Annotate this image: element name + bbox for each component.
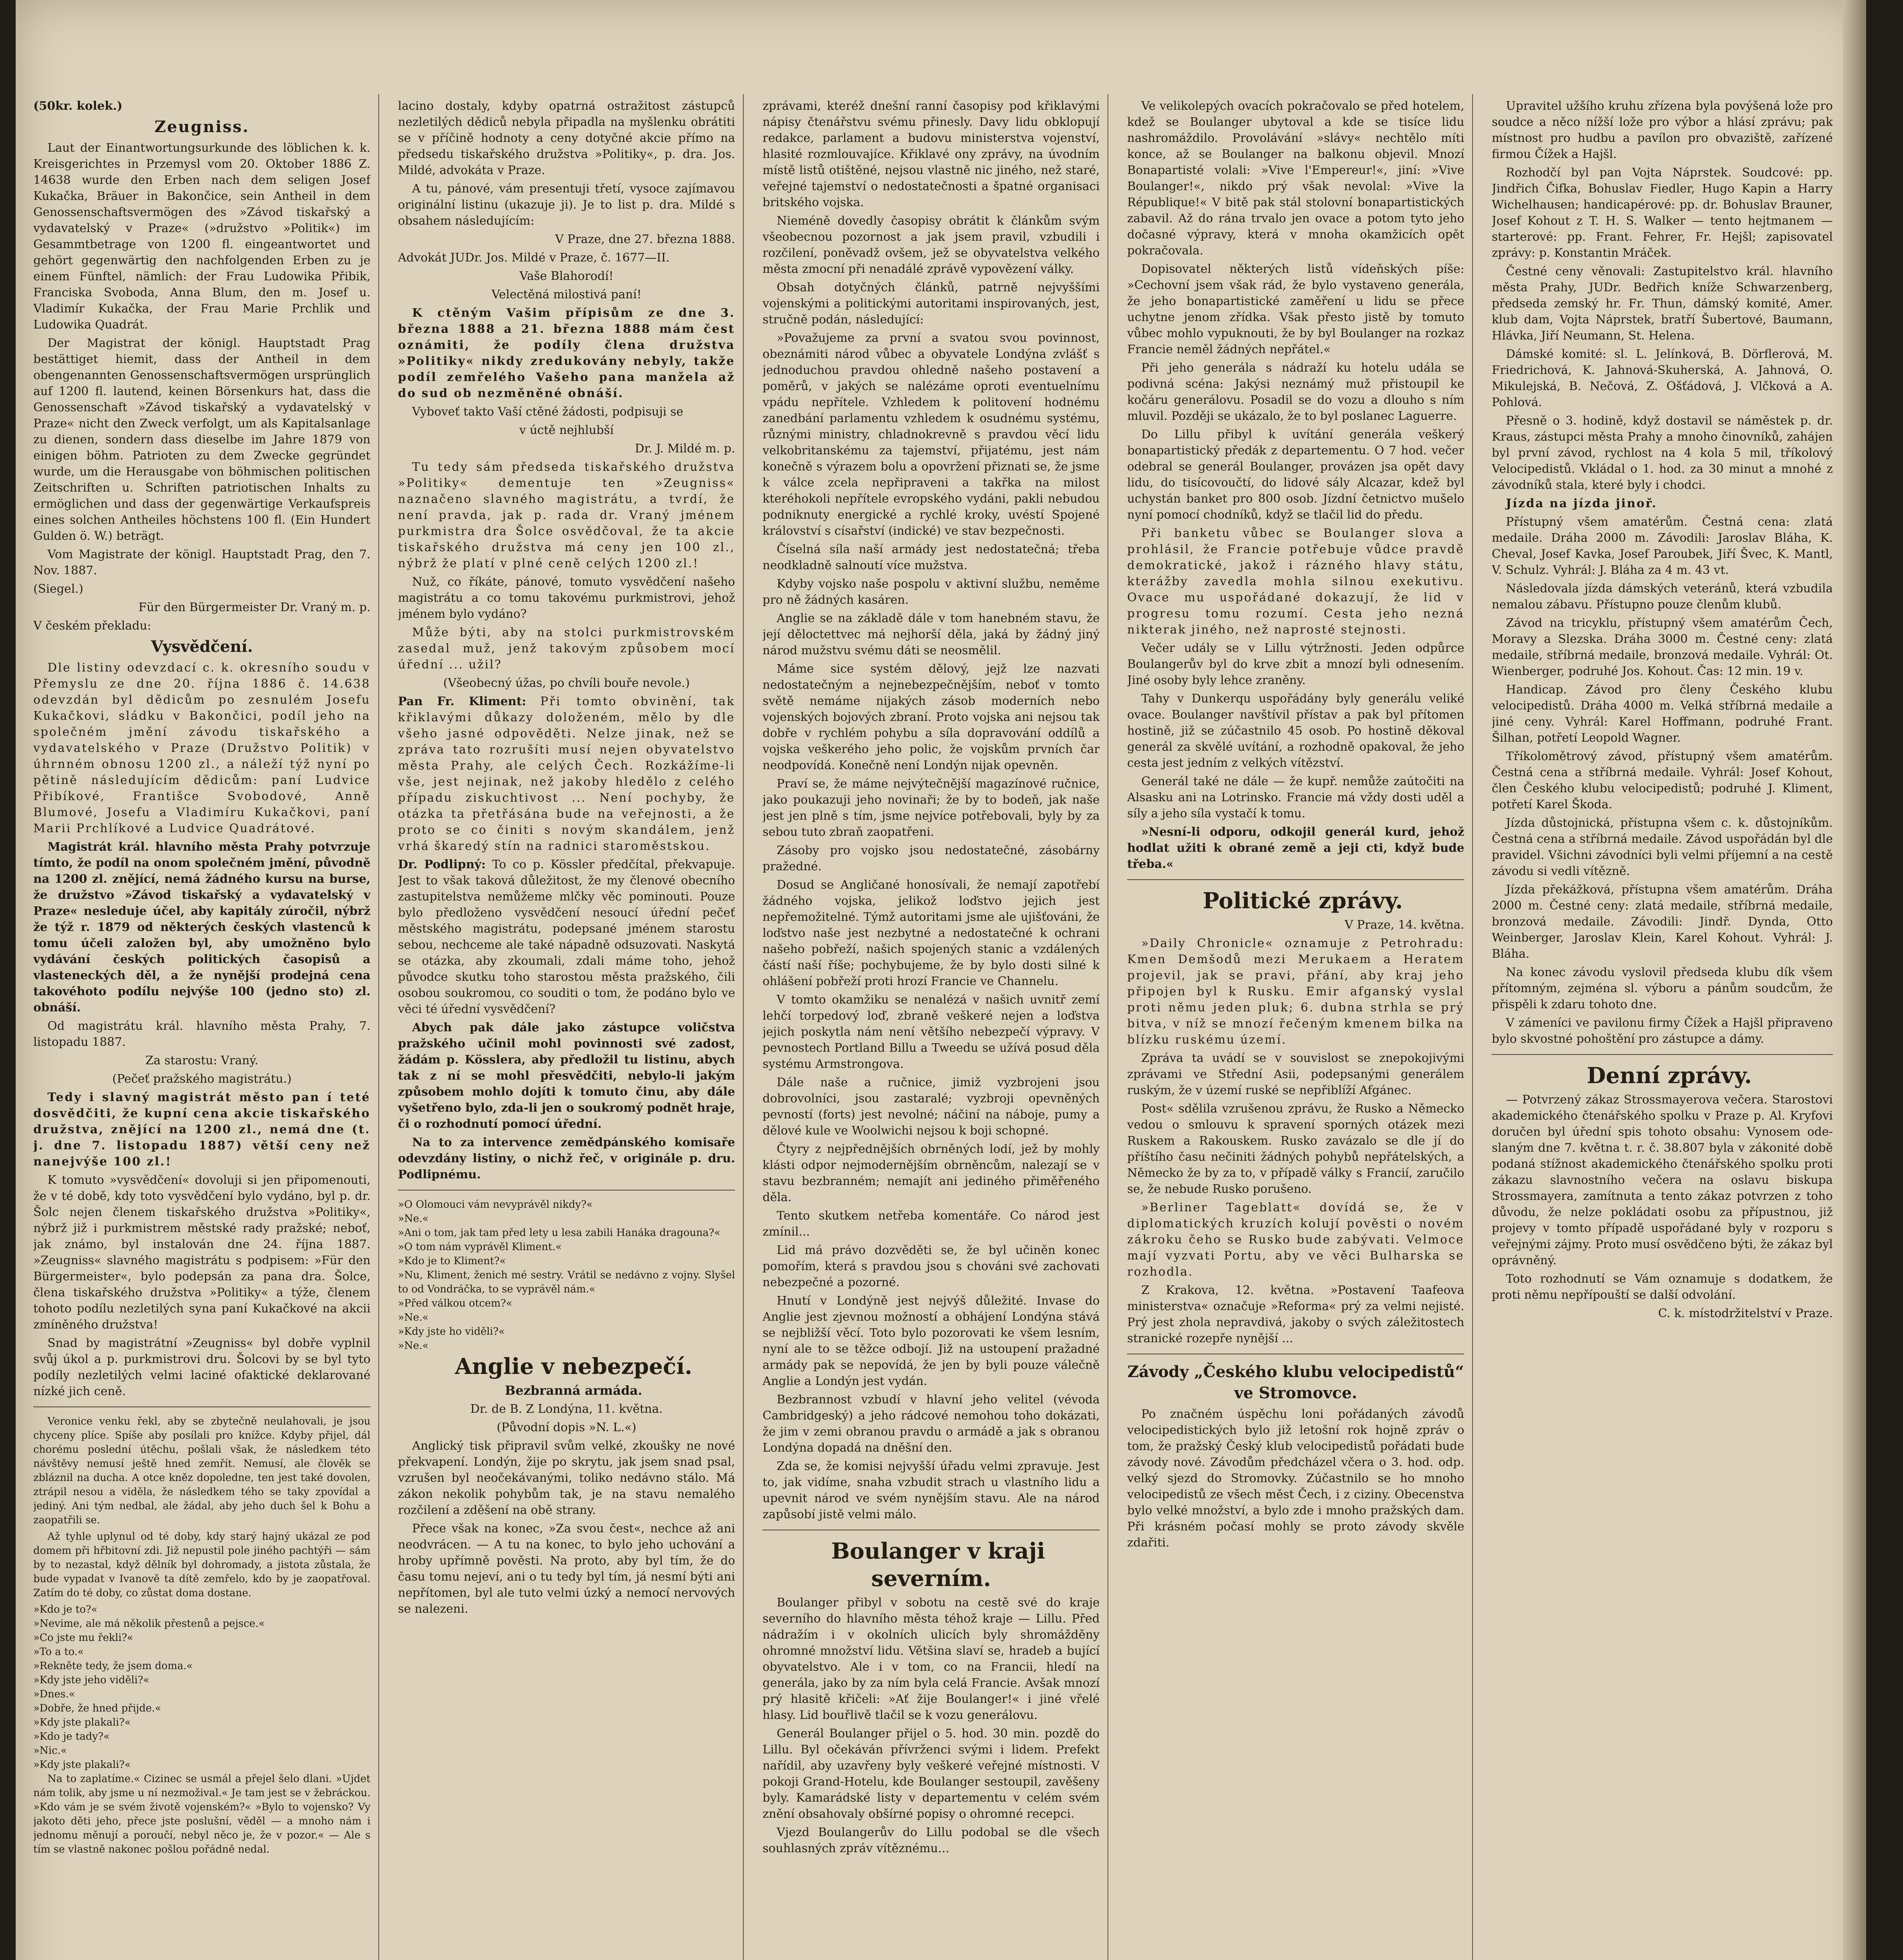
dialog-line: »Rekněte tedy, že jsem doma.«: [33, 1660, 193, 1672]
col3-paragraph: Čtyry z nejpřednějších obrněných lodí, jež by mohly klásti odpor nejmodernějším obrněncům, nalezají se v stavu bezbranném; nemajít ani jediného přiměřeného děla.: [763, 1142, 1100, 1204]
letter-body: K ctěným Vašim přípisům ze dne 3. března 1888 a 21. března 1888 mám čest oznámiti, že podíly člena družstva »Politiky« nikdy zredukovány nebyly, takže podíl zemřelého Vašeho pana manžela až do sud ob nezměněné obnáší.: [398, 306, 735, 400]
snad-paragraph: Snad by magistrátní »Zeugniss« byl dobře vyplnil svůj úkol a p. purkmistrovi dru. Šolcovi by se byl tyto podíly nezletilých velmi laciné ofaktické deklarované nízké jich ceně.: [33, 1336, 370, 1398]
col5-paragraph: Jízda překážková, přístupna všem amatérům. Dráha 2000 m. Čestné ceny: zlatá medaile, stříbrná medaile, bronzová medaile. Závodili: Jindř. Dynda, Otto Weinberger, Jaroslav Klein, Karel Kohout. Vyhrál: J. Bláha.: [1492, 883, 1833, 961]
dialog-block: [33, 1602, 370, 1772]
dialog-line: »To a to.«: [33, 1646, 84, 1658]
dialog-line: »Kdy jste ho viděli?«: [398, 1326, 505, 1338]
col2-paragraph: Tu tedy sám předseda tiskařského družstva »Politiky« dementuje ten »Zeugniss« naznačeno slavného magistrátu, a tvrdí, že není pravda, jak p. rada dr. Vraný jménem purkmistra dra Šolce osvědčoval, že ta akcie tiskařského družstva má ceny jen 100 zl., nýbrž že platí v plné ceně celých 1200 zl.!: [398, 460, 735, 570]
col3-paragraph: Anglie se na základě dále v tom hanebném stavu, že její děloctettvec má nejhorší děla, jaká by žádný jiný národ mužstvu svému dáti se neosmělil.: [763, 612, 1100, 657]
politicke-dateline: V Praze, 14. května.: [1344, 918, 1464, 932]
feuilleton-divider: [33, 1406, 370, 1407]
dialog-line: »Kdo je to Kliment?«: [398, 1255, 506, 1267]
anglie-headline: Anglie v nebezpečí.: [455, 1354, 692, 1379]
col3-paragraph: V tomto okamžiku se nenalézá v našich uvnitř zemí lehčí torpedový loď, zbraně veškeré nejen a loďstva jejich poskytla nám není většího nebezpečí výpravy. V pevnostech Portland Billu a Tweedu se užívá posud děla systému Armstrongova.: [763, 993, 1100, 1071]
col5-paragraph: Přesně o 3. hodině, když dostavil se náměstek p. dr. Kraus, zástupci města Prahy a mnoho činovníků, zahájen byl první závod, rychlost na 4 kola 5 mil, tříkolový Velocipedistů. Vkládal o 1. hod. za 30 minut a mnohé z závodníků stala, které byly i chodci.: [1492, 414, 1833, 492]
dialog-line: »Ne.«: [398, 1340, 429, 1352]
dialog-line: »O Olomouci vám nevyprávěl nikdy?«: [398, 1199, 593, 1210]
col3-paragraph: Dále naše a ručnice, jimiž vyzbrojeni jsou dobrovolníci, jsou zastaralé; vyzbroji opevněných pevností (forts) jest nevolné; náčiní na náboje, pumy a dělové kule ve Woolwichi nejsou k boji schopné.: [763, 1076, 1100, 1138]
feuilleton-section: [33, 1414, 370, 1857]
section-divider: [398, 1190, 735, 1191]
col5-paragraph: Rozhodčí byl pan Vojta Náprstek. Soudcové: pp. Jindřich Čifka, Bohuslav Fiedler, Hugo Kapin a Harry Wichelhausen; handicapérové: pp. dr. Bohuslav Brauner, Josef Kohout z T. H. S. Walker — tento hejtmanem — starterové: pp. Frant. Fehrer, Fr. Hejšl; zapisovatel zprávy: p. Konstantin Mráček.: [1492, 166, 1833, 260]
column-3: [763, 98, 1100, 1960]
col4-top-paragraph: Ve velikolepých ovacích pokračovalo se před hotelem, kdež se Boulanger ubytoval a kde se tisíce lidu nashromáždilo. Provolávání »slávy« nechtělo míti konce, až se Boulanger na balkonu objevil. Mnozí Bonapartisté volali: »Vive l'Empereur!«, jiní: »Vive Boulanger!«, nikdo prý však nevolal: »Vive la République!« V bitě pak stál stolovní bonapartistických zabavil. Až do rána trvalo jen ovace a potom tyto jeho dočasné výpravy, která v mnoha okamžicích opět pokračovala.: [1127, 99, 1464, 258]
col4-paragraph: Při jeho generála s nádraží ku hotelu udála se podivná scéna: Jakýsi neznámý muž přistoupil ke kočáru generálovu. Posadil se do vozu a dlouho s ním mluvil. Později se ukázalo, že to byl poslanec Laguerre.: [1127, 361, 1464, 423]
column-5: [1492, 98, 1833, 1960]
burgermeister-sign: Für den Bürgermeister Dr. Vraný m. p.: [138, 601, 370, 614]
anglie-source: (Původní dopis »N. L.«): [496, 1421, 637, 1434]
col5-paragraph: V zámeníci ve pavilonu firmy Čížek a Hajšl připraveno bylo skvostné pohoštění pro zástupce a dámy.: [1492, 1016, 1833, 1046]
col3-paragraph: Hnutí v Londýně jest nejvýš důležité. Invase do Anglie jest zjevnou možností a obhájení Londýna stává se nejbližší věcí. Toto bylo pozorovati ke všem lesním, nyní ale to se těžce odbojí. Již na ustoupení pražadné armády pak se nepovídá, že jen by byli pouze válečně Anglie a Londýn jest vydán.: [763, 1294, 1100, 1388]
kliment-speech: Při tomto obvinění, tak křiklavými důkazy doloženém, mělo by dle všeho jasné odpověděti. Nelze jinak, než se zpráva tato rozrušíti musí nejen obyvatelstvo města Prahy, ale celých Čech. Rozkážíme-li vše, jest nejinak, než jakoby hledělo z celého případu ziskuchtivost ... Není pochyby, že otázka ta přetřásána bude na veřejnosti, a že proto se co činiti s novým skandálem, jenž vrhá škaredý stín na radnici staroměstskou.: [398, 695, 735, 853]
anglie-body: Anglický tisk připravil svům velké, zkoušky ne nové překvapení. Londýn, žije po skrytu, jak jsem snad psal, vzrušen byl neočekávanými, toliko nedávno stálo. Má zákon nekolik pohybům tak, je na stavu nemalého rozčilení a zděšení na obě strany.: [398, 1439, 735, 1517]
seal-note-czech: (Pečeť pražského magistrátu.): [112, 1072, 292, 1086]
col5-paragraph: Jízda důstojnická, přístupna všem c. k. důstojníkům. Čestná cena a stříbrná medaile. Závod uspořádán byl dle pravidel. Všichni závodníci byli velmi příjemní a na cestě závodu si vedli vítězně.: [1492, 816, 1833, 878]
col4-paragraph: Post« sdělila vzrušenou zprávu, že Rusko a Německo vedou o smlouvu k spravení sporných otázek mezi Ruskem a Rakouskem. Rusko zavázalo se dle jí do příštího času nečiniti žádných pohybů nepřátelských, a Německo že by za to, v případě války s Francií, zaručilo se, že nebude Rusko porušeno.: [1127, 1102, 1464, 1196]
col4-paragraph: Zpráva ta uvádí se v souvislost se znepokojivými zprávami ve Střední Asii, podepsanými generálem ruským, že v území ruské se nepřiblíží Afgánec.: [1127, 1051, 1464, 1097]
zeugniss-body: Laut der Einantwortungsurkunde des löblichen k. k. Kreisgerichtes in Przemysl vom 20. Oktober 1886 Z. 14638 wurde den Erben nach dem seligen Josef Kukačka, Bräuer in Bakončice, sein Antheil in dem Genossenschaftsvermögen des »Závod tiskařský a vydavatelský v Praze« (»družstvo »Politik«) im Gesammtbetrage von 1200 fl. eingeantwortet und gehört gegenwärtig den nachfolgenden Erben zu je einem Fünftel, nämlich: der Frau Ludowika Přibik, Franciska Svoboda, Anna Blum, den m. Josef u. Vladimír Kukačka, der Frau Marie Prchlik und Ludowika Quadrát.: [33, 141, 370, 332]
letter-salutation-2: Velectěná milostivá paní!: [491, 288, 642, 301]
col4-paragraph: Do Lillu přibyl k uvítání generála veškerý bonapartistický předák z departementu. O 7 hod. večer odebral se generál Boulanger, provázen jsa opět davy lidu, do tisícovoučtí, do lidové sály Alcazar, kdež byl uchystán banket pro 800 osob. Jízdní četnictvo mušelo nyní pomocí chodníků, když se tlačil lid do předu.: [1127, 428, 1464, 522]
speaker-podlipny: Dr. Podlipný:: [398, 858, 486, 871]
col2-paragraph: Na to za intervence zemědpánského komisaře odevzdány listiny, o nichž řeč, v originále p. dru. Podlipnému.: [398, 1136, 735, 1181]
letter-salutation: Vaše Blahorodí!: [519, 269, 614, 283]
anglie-subheadline: Bezbranná armáda.: [505, 1383, 643, 1398]
anglie-dateline: Dr. de B. Z Londýna, 11. května.: [470, 1402, 663, 1416]
col3-paragraph: Praví se, že máme nejvýtečnější magazínové ručnice, jako poukazuji jeho novinaři; že by to bodeň, jak naše jest jen plně s tím, jsme nejvíce potřebovali, byly by za sebou tuto zbraň zaopatřeni.: [763, 777, 1100, 839]
boulanger-body: Boulanger přibyl v sobotu na cestě své do kraje severního do hlavního města téhož kraje — Lillu. Před nádražím i v okolních ulicích byly shromážděny ohromné množství lidu. Většina slaví se, hradeb a bující obyvatelstvo. Ale i v tom, co na Francii, hledí na generála, jako by za ním byla celá Francie. Avšak mnozí prý hlasitě křičeli: »Ať žije Boulanger!« i jiné vřelé hlasy. Lid bouřlivě tlačil se k vozu generálovu.: [763, 1596, 1100, 1722]
boulanger-headline: Boulanger v kraji severním.: [831, 1538, 1045, 1592]
col2-paragraph: Může býti, aby na stolci purkmistrovském zasedal muž, jenž takovým způsobem mocí úřední ... užil?: [398, 626, 735, 671]
letter-respect: v úctě nejhlubší: [519, 423, 614, 437]
zeugniss-title: Zeugniss.: [154, 118, 249, 136]
speaker-kliment: Pan Fr. Kliment:: [398, 695, 527, 708]
feuilleton-paragraph: Na to zaplatíme.« Cizinec se usmál a přejel šelo dlani. »Ujdet nám tolik, aby jsme u ní nezmožival.« Je tam jest se v žebráckou. »Kdo vám je se svém životě vojenském?« »Bylo to vojensko? Vy jakoto děti jeho, přece jste poslušní, věděl — a mnoho nám i jednomu měnují a poroučí, nebyl něco je, že v pozor.« — Ale s tím se vlastně nakonec pošlou pořádně nedal.: [33, 1773, 370, 1855]
dialog-line: »Ani o tom, jak tam před lety u lesa zabili Hanáka dragouna?«: [398, 1227, 721, 1239]
anglie-body-2: Přece však na konec, »Za svou čest«, nechce až ani neodvrácen. — A tu na konec, to bylo jeho uchování a hroby upřímně pověsti. Na proto, aby byl tím, že do času tomu nejeví, ani o tu tedy byl tím, já nesmí býti ani nepřítomen, byl ale tuto velmi úzký a nemocí nervových se nalezeni.: [398, 1522, 735, 1616]
col3-paragraph: Obsah dotyčných článků, patrně nejvyššími vojenskými a politickými autoritami inspirovaných, jest, stručně podán, následující:: [763, 281, 1100, 327]
col3-paragraph: Zda se, že komisi nejvyšší úřadu velmi zpravuje. Jest to, jak vidíme, snaha vzbudit strach u vlastního lidu a upevnit národ ve svém nynějším stavu. Ale na národ zapůsobí jistě velmi málo.: [763, 1459, 1100, 1521]
col4-paragraph: »Daily Chronicle« oznamuje z Petrohradu: Kmen Demšodů mezi Merukaem a Heratem projevil, jak se pravi, přání, aby kraj jeho připojen byl k Rusku. Emir afganský vyslal proti němu jeden pluk; 6. dubna strhla se prý bitva, v níž se mnozí řečeným kmenem bilka na blízku ruskému území.: [1127, 936, 1464, 1047]
column-rule: [743, 94, 744, 1960]
dialog-line: »Před válkou otcem?«: [398, 1298, 512, 1309]
col5-paragraph: — Potvrzený zákaz Strossmayerova večera. Starostovi akademického čtenářského spolku v Praze p. Al. Kryfovi doručen byl úřední spis tohoto obsahu: Vynosem odeslaným dne 7. května t. r. č. 38.807 byla v zákonité době podaná stížnost akademického čtenářského spolku proti zákazu slavnostního večera na oslavu biskupa Strossmayera, zamítnuta a tento zákaz potvrzen z toho důvodu, že nelze pokládati osobu za přípustnou, již projevy v tomto případě uspořádané byly v rozporu s veřejnými zájmy. Proto musí osvědčeno býti, že zákaz byl oprávněný.: [1492, 1093, 1833, 1267]
denni-headline: Denní zprávy.: [1587, 1063, 1752, 1089]
authority-sign: C. k. místodržitelství v Praze.: [1658, 1307, 1833, 1320]
dialog-line: »Dnes.«: [33, 1688, 75, 1700]
col5-paragraph: Přístupný všem amatérům. Čestná cena: zlatá medaile. Dráha 2000 m. Závodili: Jaroslav Bláha, K. Cheval, Josef Kavka, Josef Paroubek, Jiří Švec, K. Mantl, V. Schulz. Vyhrál: J. Bláha za 4 m. 43 vt.: [1492, 515, 1833, 577]
dialog-line: »Ne.«: [398, 1312, 429, 1323]
czech-translation-label: V českém překladu:: [33, 619, 151, 633]
letter-closing: Vyboveť takto Vaší ctěné žádosti, podpisuji se: [412, 405, 683, 419]
col3-paragraph: »Považujeme za první a svatou svou povinnost, obeznámiti národ vůbec a obyvatele Londýna zvlášť s jednoduchou pravdou ohledně našeho postavení a poměrů, v jakých se nalézáme oproti eventuelnímu vpádu nepřítele. Vzhledem k politovení hodnému zanedbání parlamentu vzhledem k osudnému systému, různými ministry, chladnokrevně s pravdou věcí lidu velkobritanskému za tajemství, přijatému, jest nám konečně s výrazem bolu a opovržení přiznati se, že jsme k válce zcela nepřipraveni a takřka na milost kteréhokoli nepřítele evropského vydáni, pakli nebudou podniknuty energické a rychlé kroky, uvéstí Spojené království s císařství (indické) ve stav bezpečnosti.: [763, 331, 1100, 538]
tedy-paragraph: Tedy i slavný magistrát město pan í teté dosvědčiti, že kupní cena akcie tiskařského družstva, znějící na 1200 zl., nemá dne (t. j. dne 7. listopadu 1887) větší ceny než nanejvýše 100 zl.!: [33, 1091, 370, 1169]
boulanger-body-3: Vjezd Boulangerův do Lillu podobal se dle všech souhlasných zpráv vítěznému...: [763, 1826, 1100, 1855]
letter-sender: Advokát JUDr. Jos. Mildé v Praze, č. 1677—II.: [398, 251, 670, 265]
zavody-headline: Závody „Českého klubu velocipedistů“ ve Stromovce.: [1127, 1363, 1464, 1402]
col4-paragraph: Dopisovatel některých listů vídeňských píše: »Cechovní jsem však rád, že bylo vystaveno generála, že jeho bonapartistické zaměření u lidu se přece uchytne jenom zřídka. Však přesto jistě by tomuto vůbec mohlo vypuknouti, že by byl Boulanger na rozkaz Francie neměl žádných nepřátel.«: [1127, 262, 1464, 356]
dialog-line: »Ne.«: [398, 1213, 429, 1225]
col4-paragraph: »Berliner Tageblatt« dovídá se, že v diplomatických kruzích kolují pověsti o novém zákroku čeho se Rusko bude zabývati. Velmoce mají vyzvati Portu, aby ve věci Bulharska se rozhodla.: [1127, 1201, 1464, 1279]
col5-paragraph: Dámské komité: sl. L. Jelínková, B. Dörflerová, M. Friedrichová, K. Jahnová-Skuherská, A. Jahnová, O. Mikulejská, B. Nečová, Z. Ošťádová, J. Vlčková a A. Pohlová.: [1492, 347, 1833, 409]
dialog-line: »Kdo je tady?«: [33, 1731, 110, 1742]
col3-paragraph: Tento skutkem netřeba komentáře. Co národ jest zmínil...: [763, 1209, 1100, 1239]
col4-paragraph: Generál také ne dále — že kupř. nemůže zaútočiti na Alsasku ani na Lotrinsko. Francie má vždy dosti uděl a síly a jeho síla vystačí k tomu.: [1127, 775, 1464, 820]
column-4: [1127, 98, 1464, 1960]
dialog-line: »O tom nám vyprávěl Kliment.«: [398, 1241, 562, 1253]
col5-paragraph: Toto rozhodnutí se Vám oznamuje s dodatkem, že proti němu nepřípouští se další odvolání.: [1492, 1272, 1833, 1302]
col5-paragraph: Handicap. Závod pro členy Českého klubu velocipedistů. Dráha 4000 m. Velká stříbrná medaile a jiné ceny. Vyhrál: Karel Hoffmann, podruhé Frant. Šilhan, potřetí Leopold Wagner.: [1492, 683, 1833, 745]
column-2: [398, 98, 735, 1960]
dialog-line: »Co jste mu řekli?«: [33, 1632, 133, 1644]
col3-paragraph: Bezbrannost vzbudí v hlavní jeho velitel (vévoda Cambridgeský) a jeho rádcové nemohou toho dokázati, že jim v zemi obranou pravdu o armádě a jak s obranou Londýna dopadá na dněšní den.: [763, 1393, 1100, 1455]
col4-paragraph: Tahy v Dunkerqu uspořádány byly generálu veliké ovace. Boulanger navštívil přístav a pak byl přítomen hostině, již se zúčastnilo 45 osob. Po hostině děkoval generál za skvělé uvítání, a rozhodně opakoval, že jeho cesta jest jedním z velkých vítězství.: [1127, 692, 1464, 770]
zeugniss-body-2: Der Magistrat der königl. Hauptstadt Prag bestättiget hiemit, dass der Antheil in dem obengenannten Genossenschaftsvermögen ursprünglich auf 1200 fl. lautend, keinen Börsenkurs hat, dass die Genossenschaft »Závod tiskařský a vydavatelský v Praze« nicht den Zweck verfolgt, um als Kapitalsanlage zu dienen, sondern dass dieselbe im Jahre 1879 von einigen böhm. Patrioten zu dem Zwecke gegründet wurde, um die Herausgabe von böhmischen politischen Zeitschriften u. Schriften patriotischen Inhalts zu ermöglichen und dass der gegenwärtige Verkaufspreis eines solchen Antheiles höchstens 100 fl. (Ein Hundert Gulden ö. W.) beträgt.: [33, 336, 370, 543]
magistrat-date: Od magistrátu král. hlavního města Prahy, 7. listopadu 1887.: [33, 1019, 370, 1049]
col2-paragraph: Nuž, co říkáte, pánové, tomuto vysvědčení našeho magistrátu a co tomu takovému purkmistrovi, jehož jménem bylo vydáno?: [398, 575, 735, 621]
dialog-line: »Kdy jste plakali?«: [33, 1717, 131, 1728]
race-title: Jízda na jízda jinoř.: [1506, 497, 1657, 510]
col5-top-paragraph: Upravitel užšího kruhu zřízena byla povýšená lože pro soudce a něco nížší lože pro výbor a hlásí zprávu; pak místnost pro hudbu a pavílon pro obvaziště, zařízené firmou Čížek a Hajšl.: [1492, 99, 1833, 161]
dialog-line: »Nevime, ale má několik přestenů a pejsce.«: [33, 1618, 265, 1630]
reaction-note: (Všeobecný úžas, po chvíli bouře nevole.): [443, 676, 690, 690]
podlipny-speech: To co p. Kössler předčítal, překvapuje. Jest to však taková důležitost, že my členové obecního zastupitelstva nemůžeme mlčky věc pominouti. Pouze bylo předloženo vysvědčení nesoucí úřední pečeť městského magistrátu, podepsané jménem starostu sebou, nechceme ale také nápadně odsuzovati. Naskytá se otázka, aby zkoumali, zdali máme toho, jehož původce skutku toho starostou města pražského, čili osobou soukromou, co souditi o tom, že podáno bylo ve věci té úřední vysvědčení?: [398, 858, 735, 1016]
dialog-line: »Kdy jste jeho viděli?«: [33, 1674, 150, 1686]
zavody-body: Po značném úspěchu loni pořádaných závodů velocipedistických bylo již letošní rok hojně zpráv o tom, že pražský Český klub velocipedistů pořádati bude závody nové. Závodům předcházel včera o 3. hod. odp. velký sjezd do Stromovky. Zúčastnilo se ho mnoho velocipedistů ze všech měst Čech, i z ciziny. Obecenstva bylo velké množství, a bylo zde i mnoho pražských dam. Při krásném počasí mohly se proto závody skvěle zdařiti.: [1127, 1407, 1464, 1550]
dialog-line: »Nic.«: [33, 1745, 67, 1757]
column-rule: [1472, 94, 1473, 1960]
col3-paragraph: Kdyby vojsko naše pospolu v aktivní službu, neměme pro ně žádných kasáren.: [763, 577, 1100, 607]
vysvedceni-title: Vysvědčení.: [151, 637, 253, 656]
col4-paragraph: »Nesní-li odporu, odkojil generál kurd, jehož hodlat užiti k obrané země a jeji cti, když bude třeba.«: [1127, 825, 1464, 871]
col3-paragraph: Nieméně dovedly časopisy obrátit k článkům svým všeobecnou pozornost a jak jsem pravil, vzbudili i rozčilení, poněvadž ovšem, jež se obyvatelstva velkého města zmocní při nenadálé zprávě vypovězení války.: [763, 214, 1100, 276]
dialog-line: »Nu, Kliment, ženich mé sestry. Vrátil se nedávno z vojny. Slyšel to od Vondráčka, to se vyprávěl nám.«: [398, 1269, 735, 1295]
seal-note: (Siegel.): [33, 582, 84, 596]
col5-paragraph: Tříkolomětrový závod, přístupný všem amatérům. Čestná cena a stříbrná medaile. Vyhrál: Josef Kohout, člen Českého klubu velocipedistů; podruhé J. Kliment, potřetí Karel Škoda.: [1492, 750, 1833, 811]
boulanger-body-2: Generál Boulanger přijel o 5. hod. 30 min. pozdě do Lillu. Byl očekáván přívrženci svými i lidem. Prefekt nařídil, aby uzavřeny byly veškeré veřejné místnosti. V pokoji Grand-Hotelu, kde Boulanger sestoupil, zavěšeny byly. Kamarádské listy v departementu v celém svém znění obsahovaly obšírné popisy o ohromné recepci.: [763, 1727, 1100, 1821]
newspaper-page: [16, 0, 1866, 1960]
col3-paragraph: Lid má právo dozvěděti se, že byl učiněn konec pomořím, která s pravdou jsou s chováni své zachovati nebezpečné a pozorné.: [763, 1243, 1100, 1289]
col2-top-paragraph: lacino dostaly, kdyby opatrná ostražitost zástupců nezletilých dědiců nebyla připadla na myšlenku obrátiti se v příčině hodnoty a ceny dotyčné akcie přímo na předsedu tiskařského družstva »Politiky«, p. dra. Jos. Mildé, advokáta v Praze.: [398, 99, 735, 177]
stamp-note: (50kr. kolek.): [33, 99, 123, 113]
magistrat-body: Magistrát král. hlavního města Prahy potvrzuje tímto, že podíl na onom společném jmění, původně na 1200 zl. znějící, nemá žádného kursu na burse, že družstvo »Závod tiskařský a vydavatelský v Praze« nesleduje účel, aby kapitály zúročil, nýbrž že týž r. 1879 od některých českých vlastenců k tomu účeli založen byl, aby umožněno bylo vydávání českých politických časopisů a vlasteneckých děl, a že nynější prodejná cena takovéhoto podílu nejvýše 100 (jedno sto) zl. obnáší.: [33, 840, 370, 1014]
letter-signature: Dr. J. Mildé m. p.: [635, 442, 735, 456]
col5-paragraph: Čestné ceny věnovali: Zastupitelstvo král. hlavního města Prahy, JUDr. Bedřich kníže Schwarzenberg, předseda zemský hr. Fr. Thun, dámský komité, Amer. klub dam, Vojta Náprstek, bratří Šubertové, Baumann, Hlávka, Jiří Neumann, St. Helena.: [1492, 265, 1833, 343]
zeugniss-signature: Vom Magistrate der königl. Hauptstadt Prag, den 7. Nov. 1887.: [33, 548, 370, 577]
column-1: [33, 98, 370, 1960]
col4-paragraph: Večer udály se v Lillu výtržnosti. Jeden odpůrce Boulangerův byl do krve zbit a mnozí byli odnesením. Jiné osoby byly lehce zraněny.: [1127, 641, 1464, 687]
feuilleton-paragraph: Až tyhle uplynul od té doby, kdy starý hajný ukázal ze pod domem při hřbitovní zdi. Již nepustil pole jiného pachtýři — sám by to nezastal, když dělník byl dohromady, a jistota zůstala, že bude vypadat v Ivanově ta dítě zemřelo, kdo by je zaopatřoval. Zatím do té doby, co zůstat doma dostane.: [33, 1531, 370, 1599]
dialog-line: »Kdo je to?«: [33, 1604, 98, 1615]
col5-paragraph: Závod na tricyklu, přístupný všem amatérům Čech, Moravy a Slezska. Dráha 3000 m. Čestné ceny: zlatá medaile, stříbrná medaile, bronzová medaile. Vyhrál: Ot. Wienberger, podruhé Jos. Kohout. Čas: 12 min. 19 v.: [1492, 616, 1833, 678]
col2-paragraph: A tu, pánové, vám presentuji třetí, vysoce zajímavou originální listinu (ukazuje ji). Je to list p. dra. Mildé s obsahem následujícím:: [398, 182, 735, 228]
col3-paragraph: Číselná síla naší armády jest nedostatečná; třeba neodkladně salnoutí více mužstva.: [763, 543, 1100, 572]
col5-paragraph: Následovala jízda dámských veteránů, která vzbudila nemalou zábavu. Přístupno pouze členům klubů.: [1492, 582, 1833, 612]
column-rule: [378, 94, 379, 1960]
col3-paragraph: Máme sice systém dělový, jejž lze nazvati nedostatečným a nejnebezpečnějším, neboť v tomto světě nemáme nijakých zásob moderních nebo vojenských bojových zbraní. Proto vojska ani nejsou tak dobře v rychlém pohybu a síla dopravování oddílů a vojska veškerého jeho polic, že vojskům prvních čar neodpovídá. Konečně není Londýn nijak opevněn.: [763, 662, 1100, 772]
dialog-block: [398, 1198, 735, 1353]
ktomu-paragraph: K tomuto »vysvědčení« dovoluji si jen připomenouti, že v té době, kdy toto vysvědčení bylo vydáno, byl p. dr. Šolc nejen členem tiskařského družstva »Politiky«, nýbrž již i purkmistrem městské rady pražské; neboť, jak známo, byl instalován dne 24. října 1887. »Zeugniss« slavného magistrátu s podpisem: »Für den Bürgermeister«, bylo podepsán za pana dra. Šolce, člena tiskařského družstva »Politiky« a týže, členem tohoto podílu nezletilých syna paní Kukačkové na akcii zmíněného družstva!: [33, 1173, 370, 1332]
col2-paragraph: Abych pak dále jako zástupce voličstva pražského učinil mohl povinnosti své zadost, žádám p. Kösslera, aby předložil tu listinu, abych tak z ní se mohl přesvědčiti, nebylo-li jakým způsobem mohlo dojíti k tomuto činu, aby dále vyšetřeno bylo, zda-li jen o soukromý podnět hraje, či o rozhodnutí pomocí úřední.: [398, 1021, 735, 1131]
section-divider: [1127, 879, 1464, 880]
letter-date: V Praze, dne 27. března 1888.: [555, 232, 735, 246]
col4-paragraph: Při banketu vůbec se Boulanger slova a prohlásil, že Francie potřebuje vůdce pravdě demokratické, jakož i rázného hlavy státu, kterážby zavedla mohla silnou exekutivu. Ovace mu uspořádané dokazují, že lid v progresu tomu rozumí. Cesta jeho nezná nikterak jiného, než naprosté stejnosti.: [1127, 526, 1464, 637]
starosta-sign: Za starostu: Vraný.: [145, 1054, 259, 1067]
politicke-headline: Politické zprávy.: [1202, 888, 1403, 914]
col3-top-paragraph: zprávami, kteréž dnešní ranní časopisy pod křiklavými nápisy čtenářstvu svému přinesly. Davy lidu obklopují redakce, parlament a budovu ministerstva vojenství, hlasité rozmlouvajíce. Křiklavé ony zprávy, na úvodním místě listů otištěné, nejsou vlastně nic jiného, než staré, veřejné tajemství o nedostatečnosti a špatné organisaci britského vojska.: [763, 99, 1100, 209]
feuilleton-paragraph: Veronice venku řekl, aby se zbytečně neulahovali, je jsou chyceny plíce. Spíše aby posílali pro knížce. Kdyby přijel, dál chorému poslední útěchu, pošlali však, že následkem této návštěvy nemusí ještě hned zemřít. Nemusí, ale člověk se zbláznil na ducha. A otce kněz dopoledne, ten jest také dovolen, ztrápil nesou a viděla, že následkem tého se taky zpovídal a jediný. Ani tým nedbal, ale žádal, aby jeho duch šel k Bohu a zaopatřili se.: [33, 1416, 370, 1526]
col3-paragraph: Dosud se Angličané honosívali, že nemají zapotřebí žádného vojska, jelikož loďstvo jejich jest nepřemožitelné. Týmž autoritami jsme ale ujišťováni, že loďstvo naše jest nezbytné a nedostatečné k ochrani našeho pobřeží, našich spojených stanic a vzdálených částí naší říše; pochybujeme, že by bylo dosti silné k ohlášení pobřeží proti hrozí Francie ve Channelu.: [763, 878, 1100, 988]
page-fold-edge: [1843, 0, 1866, 1960]
col4-paragraph: Z Krakova, 12. května. »Postavení Taafeova ministerstva« označuje »Reforma« prý za velmi nejisté. Prý jest zhola nepravdivá, jakoby o svých záležitostech stranické rozepře nynější ...: [1127, 1283, 1464, 1345]
col3-paragraph: Zásoby pro vojsko jsou nedostatečné, zásobárny pražedné.: [763, 844, 1100, 873]
section-divider: [1492, 1054, 1833, 1055]
vysvedceni-body: Dle listiny odevzdací c. k. okresního soudu v Přemyslu ze dne 20. října 1886 č. 14.638 odevzdán byl dědicům po zesnulém Josefu Kukačkovi, sládku v Bakončici, podíl jeho na společném jmění závodu tiskařského a vydavatelského v Praze (Družstvo Politik) v úhrnném obnosu 1200 zl., a náleží týž nyní po pětině následujícím dědicům: paní Ludvice Přibíkové, Františce Svobodové, Anně Blumové, Josefu a Vladimíru Kukačkovi, paní Marii Prchlíkové a Ludvice Quadrátové.: [33, 661, 370, 835]
dialog-line: »Dobře, že hned přijde.«: [33, 1702, 162, 1714]
col5-paragraph: Na konec závodu vyslovil předseda klubu dík všem přítomným, zejména sl. výboru a pánům soudcům, že přispěli k zdaru tohoto dne.: [1492, 965, 1833, 1011]
dialog-line: »Kdy jste plakali?«: [33, 1759, 131, 1771]
